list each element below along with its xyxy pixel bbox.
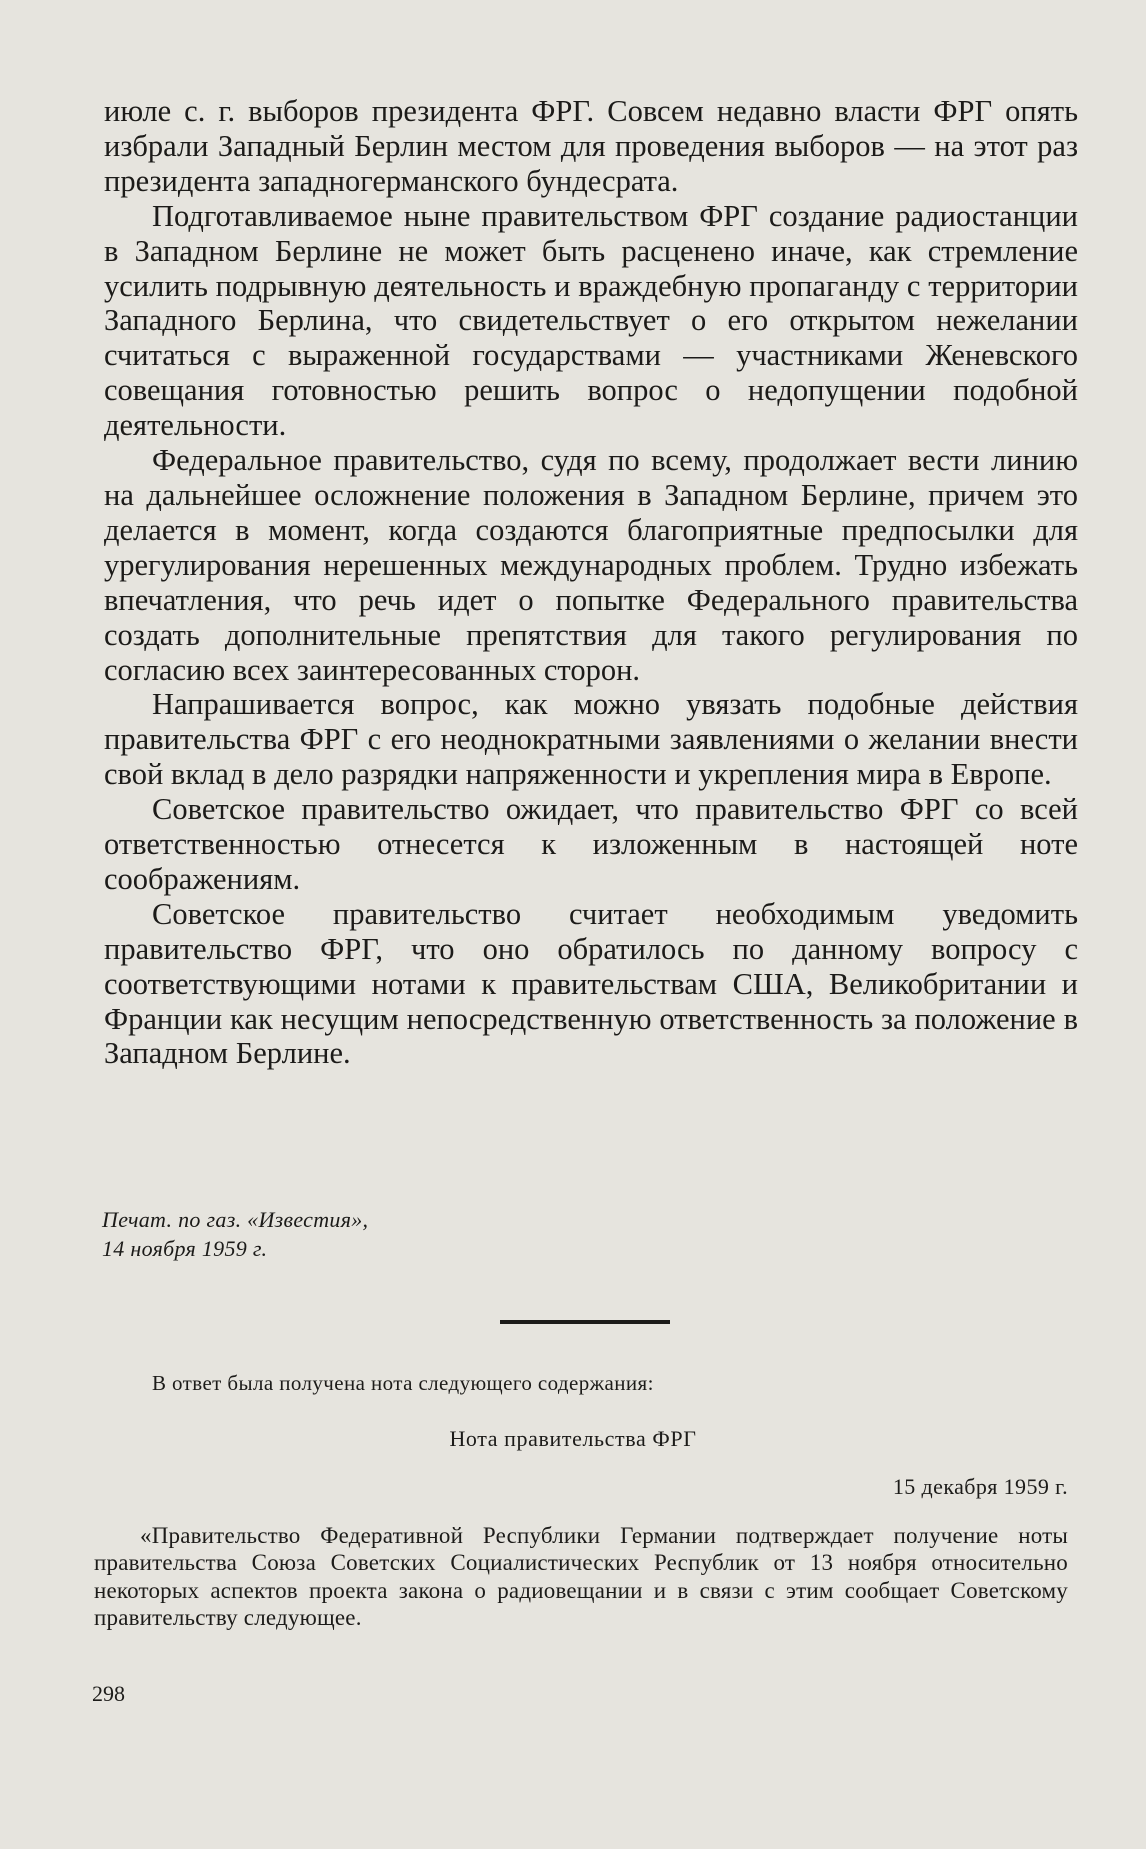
source-citation	[102, 1205, 368, 1263]
paragraph-3: Федеральное правительство, судя по всему, продолжает вести линию на дальнейшее осложнение положения в Западном Берлине, причем это делается в момент, когда создаются благоприятные предпосылки для урегулирования нерешенных международных проблем. Трудно избежать впечатления, что речь идет о попытке Федерального правительства создать дополнительные препятствия для такого регулирования по согласию всех заинтересованных сторон.	[104, 443, 1078, 687]
source-line-1: Печат. по газ. «Известия»,	[102, 1207, 369, 1232]
quote-paragraph: «Правительство Федеративной Республики Германии подтверждает получение ноты правительства Союза Советских Социалистических Республик от 13 ноября относительно некоторых аспектов проекта закона о радиовещании и в связи с этим сообщает Советскому правительству следующее.	[94, 1523, 1068, 1631]
paragraph-4: Напрашивается вопрос, как можно увязать подобные действия правительства ФРГ с его неоднократными заявлениями о желании внести свой вклад в дело разрядки напряженности и укрепления мира в Европе.	[104, 687, 1078, 792]
source-line-2: 14 ноября 1959 г.	[102, 1236, 268, 1261]
section-divider	[500, 1320, 670, 1324]
note-title: Нота правительства ФРГ	[449, 1426, 697, 1451]
note-quote	[94, 1522, 1068, 1632]
response-intro: В ответ была получена нота следующего содержания:	[152, 1371, 654, 1395]
paragraph-2: Подготавливаемое ныне правительством ФРГ создание радиостанции в Западном Берлине не может быть расценено иначе, как стремление усилить подрывную деятельность и враждебную пропаганду с территории Западного Берлина, что свидетельствует о его открытом нежелании считаться с выраженной государствами — участниками Женевского совещания готовностью решить вопрос о недопущении подобной деятельности.	[104, 198, 1078, 443]
main-text	[104, 94, 1078, 1071]
paragraph-6: Советское правительство считает необходимым уведомить правительство ФРГ, что оно обратилось по данному вопросу с соответствующими нотами к правительствам США, Великобритании и Франции как несущим непосредственную ответственность за положение в Западном Берлине.	[104, 896, 1078, 1071]
paragraph-5: Советское правительство ожидает, что правительство ФРГ со всей ответственностью отнесется к изложенным в настоящей ноте соображениям.	[104, 792, 1078, 896]
paragraph-1: июле с. г. выборов президента ФРГ. Совсем недавно власти ФРГ опять избрали Западный Берлин местом для проведения выборов — на этот раз президента западногерманского бундесрата.	[104, 94, 1078, 198]
note-date: 15 декабря 1959 г.	[892, 1474, 1068, 1499]
page-number: 298	[92, 1681, 125, 1706]
